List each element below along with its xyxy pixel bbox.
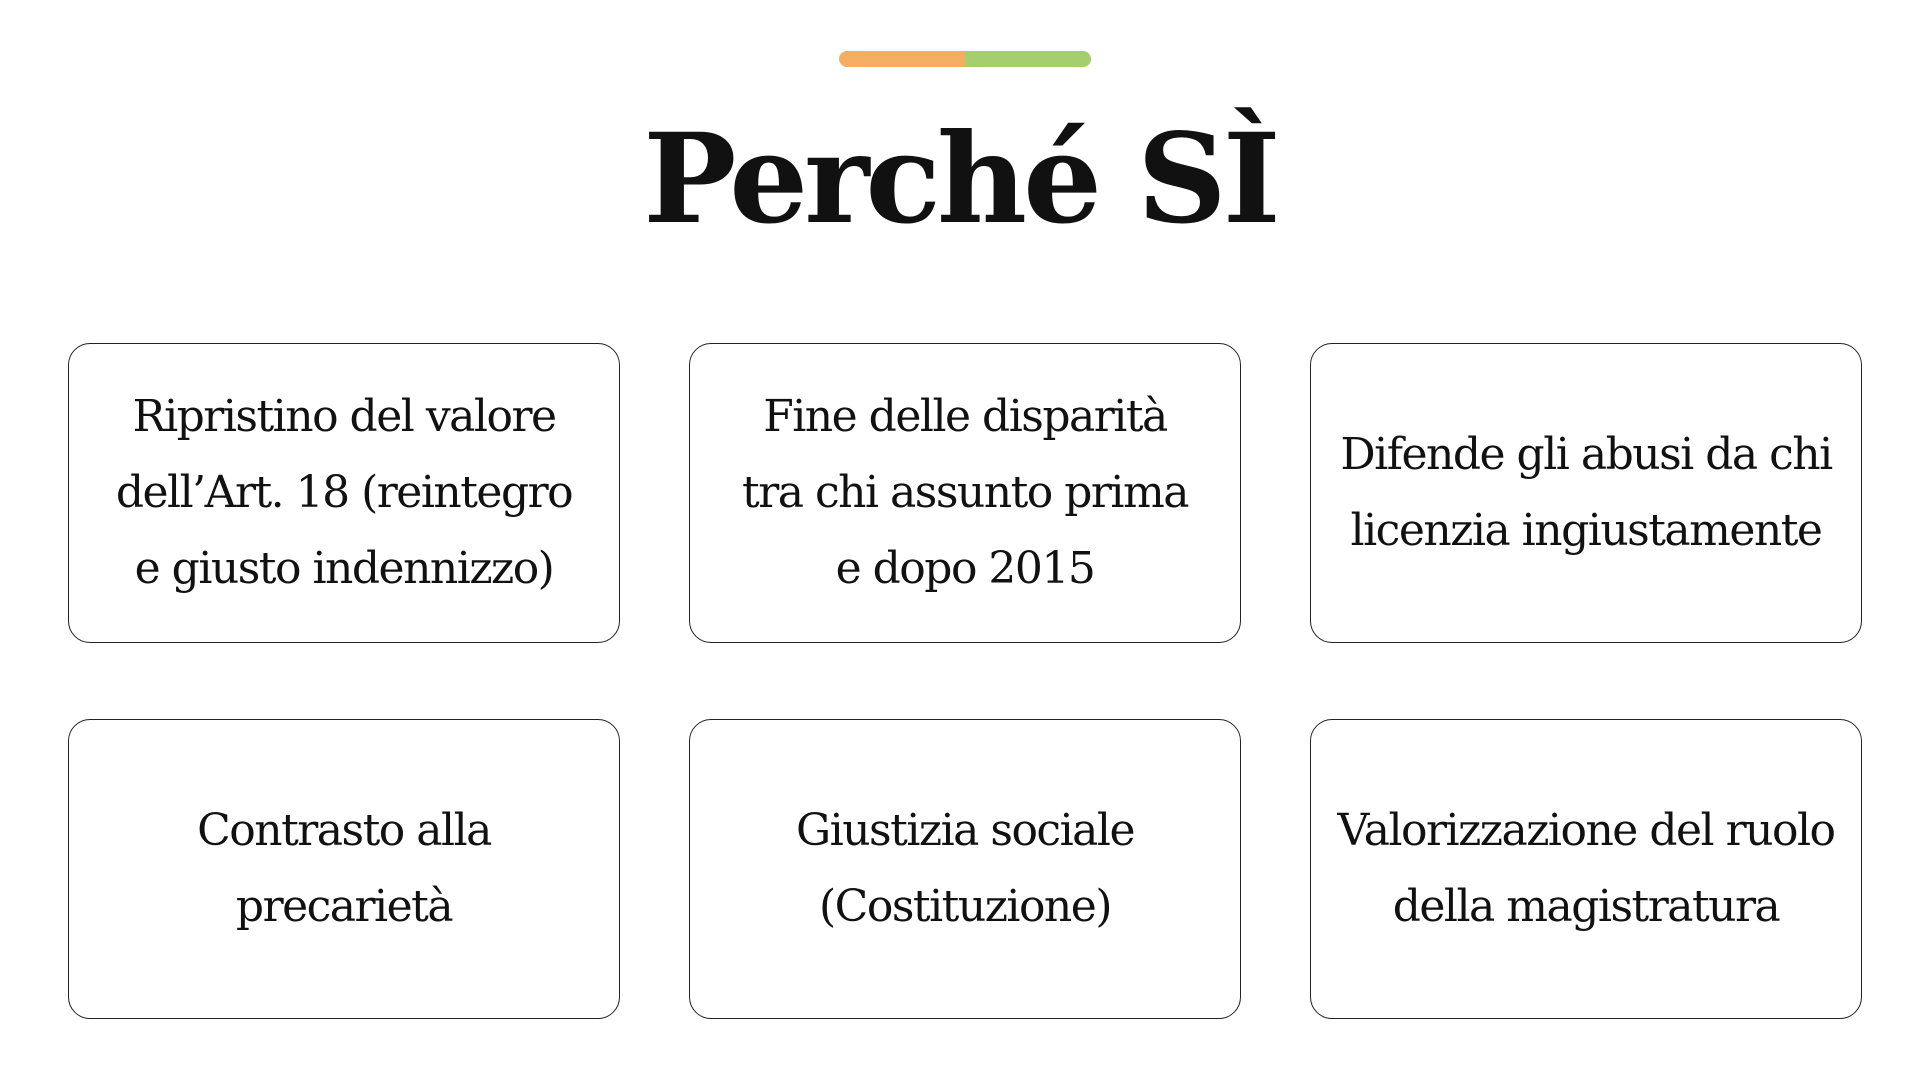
- reason-card: [689, 719, 1241, 1019]
- accent-bar-green: [965, 51, 1091, 67]
- slide-title: Perché SÌ: [643, 107, 1277, 252]
- reason-card: [68, 719, 620, 1019]
- reason-card-text: Valorizzazione del ruolo della magistratura: [1337, 805, 1835, 932]
- reason-card-text: Giustizia sociale (Costituzione): [796, 805, 1134, 932]
- reason-card: [689, 343, 1241, 643]
- accent-bar: [839, 51, 1091, 67]
- reason-card-text: Contrasto alla precarietà: [197, 805, 491, 932]
- reason-card: [1310, 719, 1862, 1019]
- reason-card-text: Ripristino del valore dell’Art. 18 (reintegro e giusto indennizzo): [115, 391, 573, 594]
- reason-card-text: Difende gli abusi da chi licenzia ingiustamente: [1340, 429, 1832, 556]
- reason-card-text: Fine delle disparità tra chi assunto prima e dopo 2015: [742, 391, 1188, 594]
- reason-card: [68, 343, 620, 643]
- accent-bar-orange: [839, 51, 965, 67]
- reason-card: [1310, 343, 1862, 643]
